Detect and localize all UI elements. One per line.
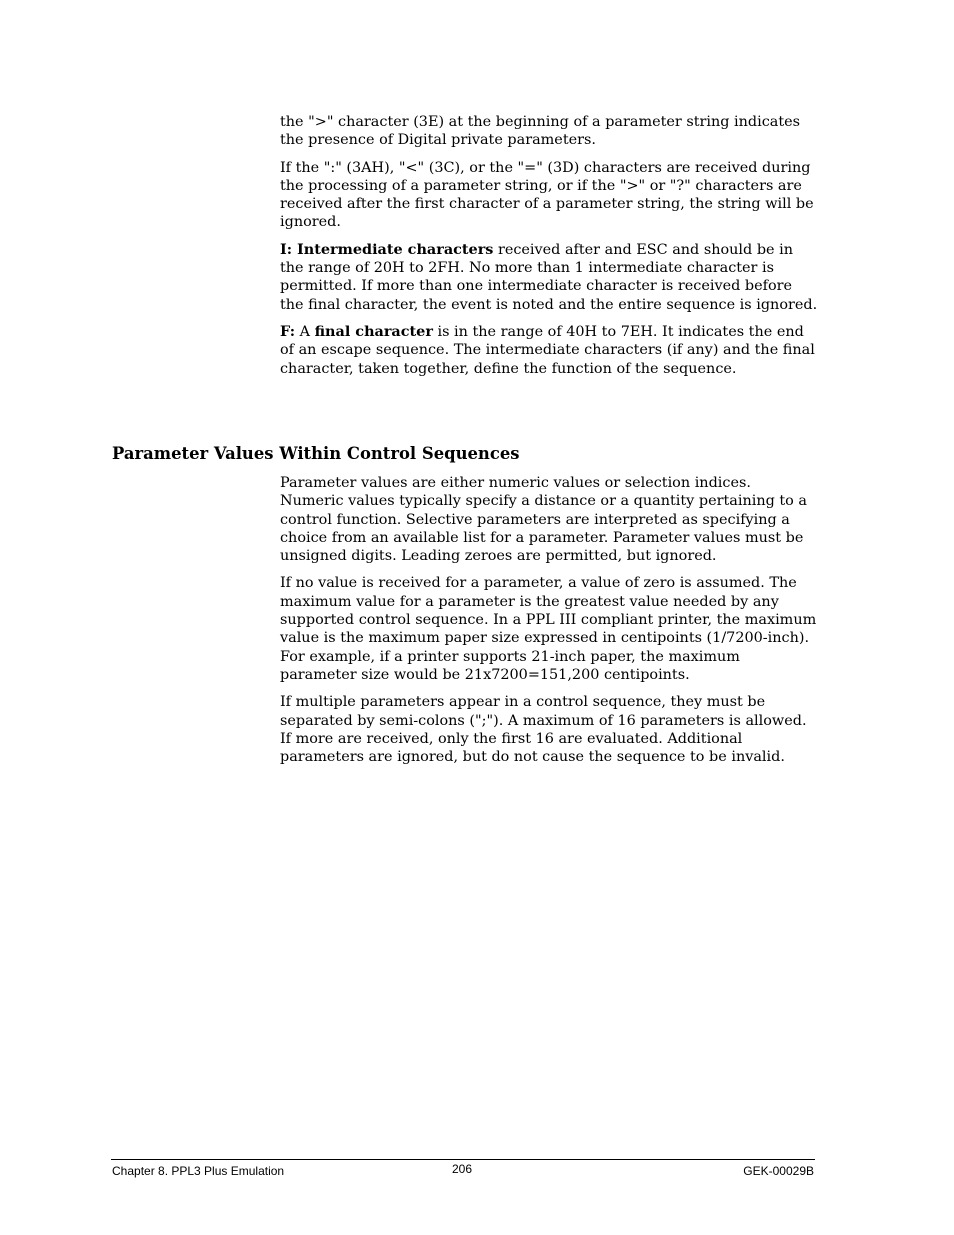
final-character-description: is in the range of 40H to 7EH. It indicates the end of an escape sequence. The intermediate characters (if any) and the final character, taken together, define the function of the sequence. bbox=[280, 323, 815, 377]
paragraph-digital-private: the ">" character (3E) at the beginning of a parameter string indicates the presence of Digital private parameters. bbox=[280, 114, 801, 149]
footer-page-number: 206 bbox=[452, 1162, 473, 1176]
final-character-prefix: A bbox=[295, 323, 315, 340]
paragraph-parameter-values: Parameter values are either numeric values or selection indices. Numeric values typically specify a distance or a quantity pertaining to a control function. Selective parameters are interpreted as specifying a choice from an available list for a parameter. Parameter values must be unsigned digits. Leading zeroes are permitted, but ignored. bbox=[280, 475, 807, 565]
paragraph-maximum-value: If no value is received for a parameter, a value of zero is assumed. The maximum value for a parameter is the greatest value needed by any supported control sequence. In a PPL III compliant printer, the maximum value is the maximum paper size expressed in centipoints (1/7200-inch). For example, if a printer supports 21-inch paper, the maximum parameter size would be 21x7200=151,200 centipoints. bbox=[280, 575, 817, 683]
paragraph-intermediate-characters bbox=[280, 241, 818, 314]
term-final-character: final character bbox=[314, 322, 433, 340]
footer-divider bbox=[111, 1159, 815, 1160]
section-heading: Parameter Values Within Control Sequences bbox=[112, 444, 520, 463]
paragraph-multiple-parameters: If multiple parameters appear in a control sequence, they must be separated by semi-colons (";"). A maximum of 16 parameters is allowed. If more are received, only the first 16 are evaluated. Additional parameters are ignored, but do not cause the sequence to be invalid. bbox=[280, 694, 807, 766]
section-text-block bbox=[280, 474, 818, 775]
footer-chapter-title: Chapter 8. PPL3 Plus Emulation bbox=[112, 1164, 285, 1178]
term-f-label: F: bbox=[280, 322, 296, 340]
footer-document-id: GEK-00029B bbox=[743, 1164, 814, 1178]
intermediate-characters-description: received after and ESC and should be in the range of 20H to 2FH. No more than 1 intermediate character is permitted. If more than one intermediate character is received before the final character, the event is noted and the entire sequence is ignored. bbox=[280, 241, 818, 313]
term-intermediate-characters: I: Intermediate characters bbox=[280, 240, 494, 258]
intro-text-block bbox=[280, 113, 818, 387]
paragraph-final-character bbox=[280, 323, 818, 378]
paragraph-ignored-characters: If the ":" (3AH), "<" (3C), or the "=" (3D) characters are received during the processing of a parameter string, or if the ">" or "?" characters are received after the first character of a parameter string, the string will be ignored. bbox=[280, 159, 814, 231]
